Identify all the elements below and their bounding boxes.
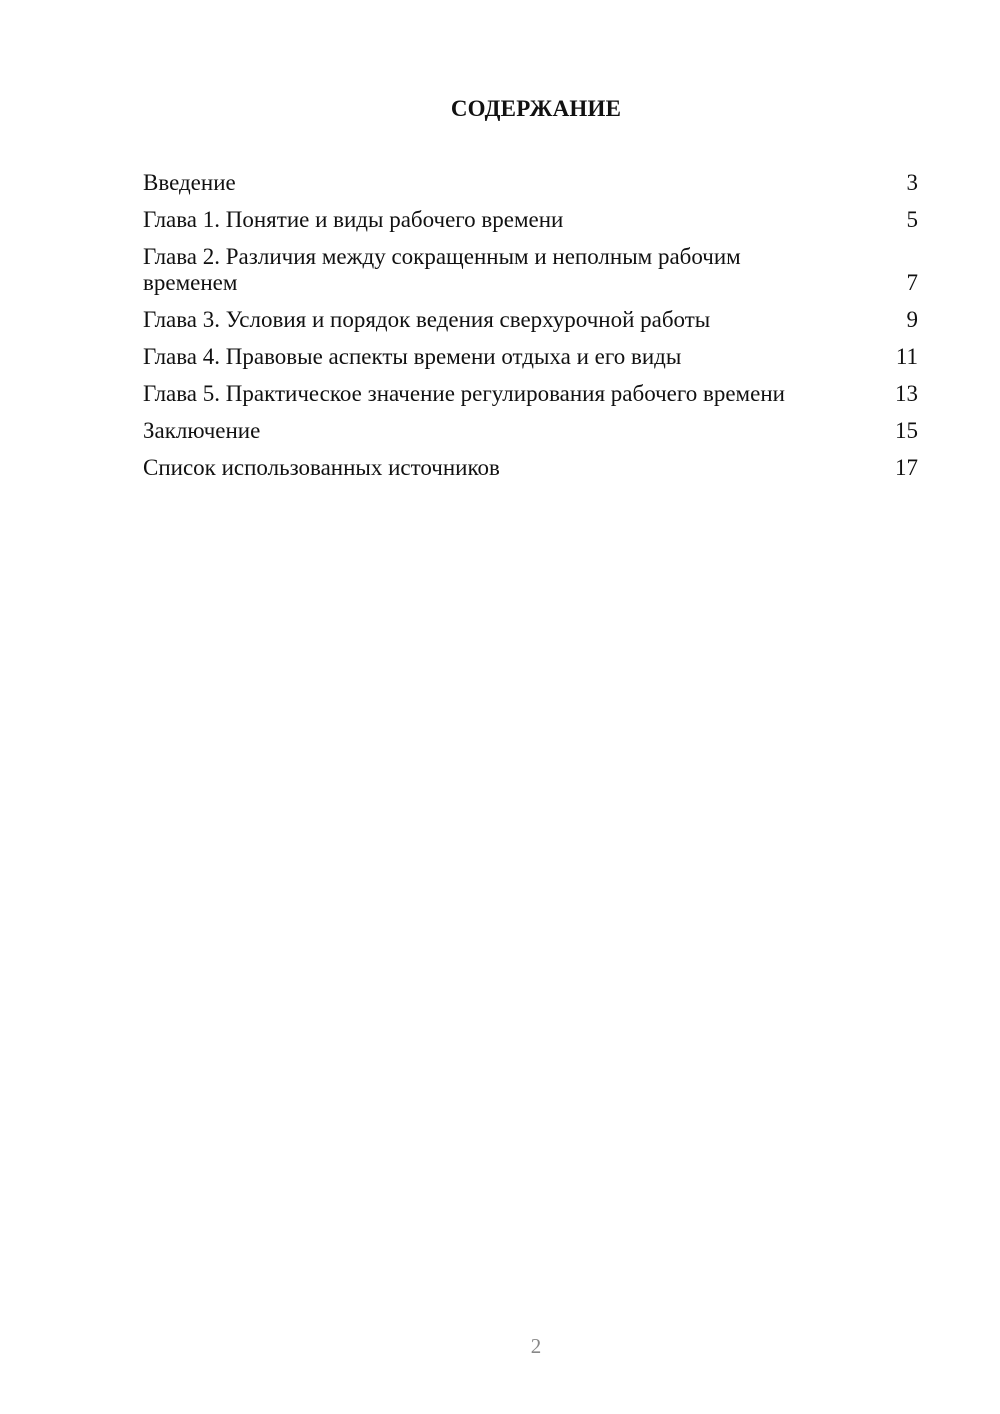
page-title: СОДЕРЖАНИЕ — [450, 96, 622, 121]
toc-item-page: 11 — [895, 344, 918, 369]
toc-item-title: Глава 5. Практическое значение регулирования рабочего времени — [143, 381, 785, 406]
toc-item-page: 7 — [906, 270, 918, 295]
table-of-contents — [143, 170, 918, 492]
toc-item-chapter-5 — [143, 381, 918, 407]
toc-item-title: Глава 4. Правовые аспекты времени отдыха и его виды — [143, 344, 682, 369]
toc-item-page: 3 — [906, 170, 918, 195]
toc-item-title: Глава 3. Условия и порядок ведения сверхурочной работы — [143, 307, 711, 332]
toc-item-chapter-1 — [143, 207, 918, 233]
toc-item-title: Глава 2. Различия между сокращенным и неполным рабочим временем — [143, 244, 741, 295]
page-number: 2 — [530, 1334, 542, 1358]
toc-item-page: 9 — [906, 307, 918, 332]
toc-item-page: 5 — [906, 207, 918, 232]
toc-item-page: 13 — [895, 381, 918, 406]
toc-item-title: Введение — [143, 170, 236, 195]
toc-item-chapter-4 — [143, 344, 918, 370]
toc-item-title: Заключение — [143, 418, 261, 443]
toc-item-page: 15 — [895, 418, 918, 443]
toc-item-title: Глава 1. Понятие и виды рабочего времени — [143, 207, 564, 232]
toc-item-introduction — [143, 170, 918, 196]
toc-item-chapter-2 — [143, 244, 918, 296]
toc-item-references — [143, 455, 918, 481]
toc-item-page: 17 — [895, 455, 918, 480]
toc-item-title: Список использованных источников — [143, 455, 500, 480]
toc-item-chapter-3 — [143, 307, 918, 333]
toc-item-conclusion — [143, 418, 918, 444]
